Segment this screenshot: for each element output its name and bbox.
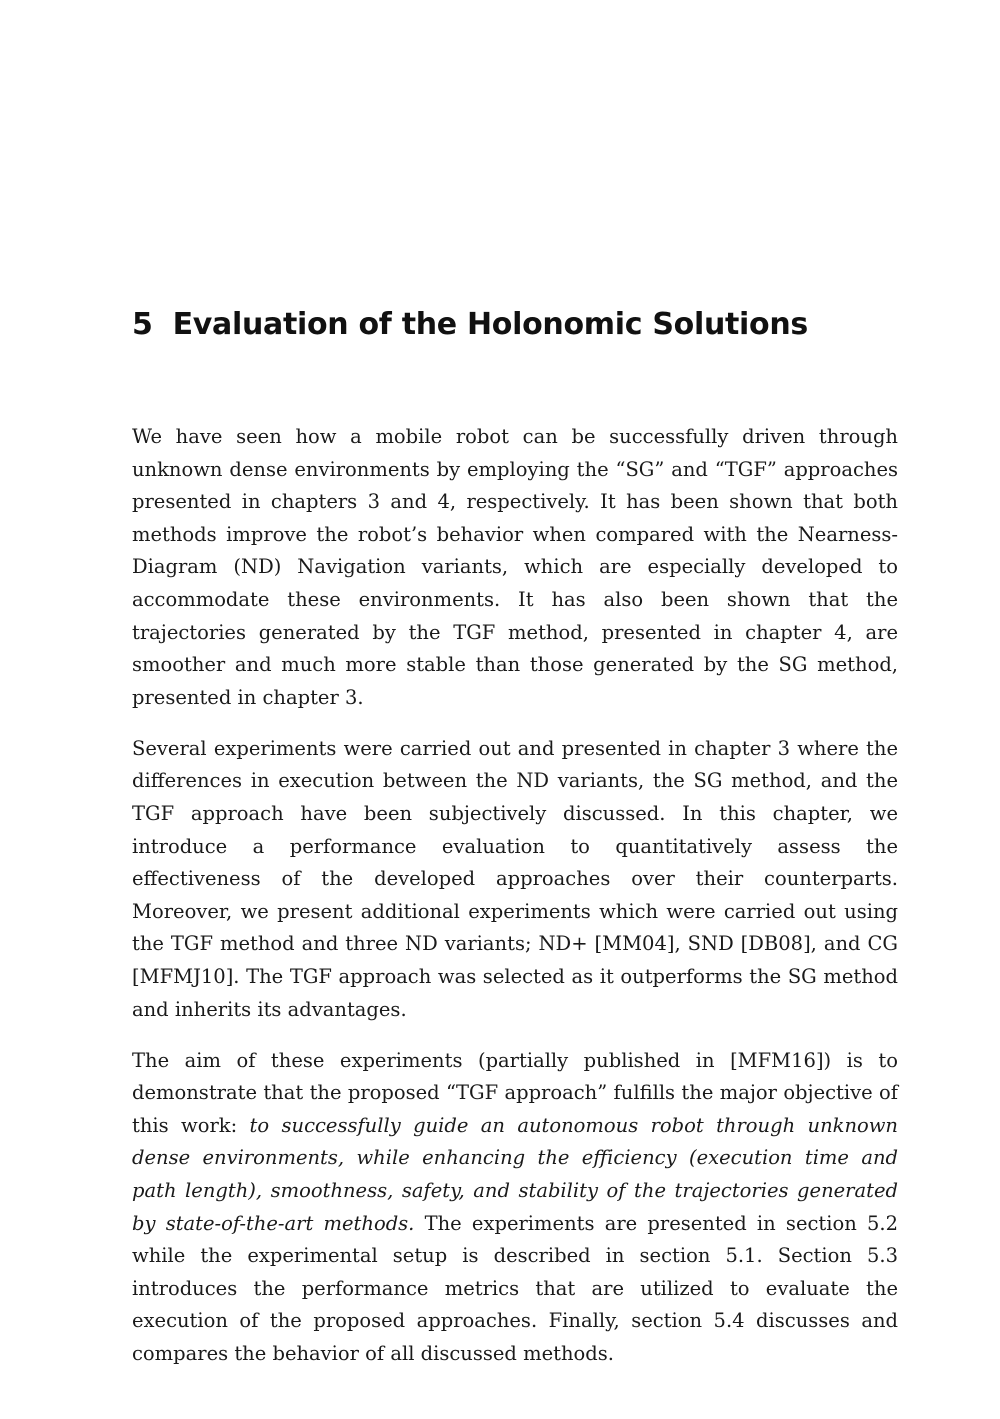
chapter-number: 5: [132, 307, 153, 342]
paragraph-intro: We have seen how a mobile robot can be successfully driven through unknown dense environments by employing the “SG” and “TGF” approaches presented in chapters 3 and 4, respectively. It has been shown that both methods improve the robot’s behavior when compared with the Nearness-Diagram (ND) Navigation variants, which are especially developed to accommodate these environments. It has also been shown that the trajectories generated by the TGF method, presented in chapter 4, are smoother and much more stable than those generated by the SG method, presented in chapter 3.: [132, 425, 898, 709]
objective-emphasis: to successfully guide an autonomous robot through unknown dense environments, while enhancing the efficiency (execution time and path length), smoothness, safety, and stability of the trajectories generated by state-of-the-art methods.: [132, 1113, 898, 1235]
paragraph-objective-lead: The aim of these experiments (partially published in [MFM16]) is to demonstrate that the proposed “TGF approach” fulfills the major objective of this work:: [132, 1048, 898, 1137]
paragraph-objective-tail: The experiments are presented in section 5.2 while the experimental setup is described in section 5.1. Section 5.3 introduces the performance metrics that are utilized to evaluate the execution of the proposed approaches. Finally, section 5.4 discusses and compares the behavior of all discussed methods.: [132, 1211, 899, 1366]
paragraph-objective: [132, 1045, 898, 1371]
paragraph-experiments: Several experiments were carried out and presented in chapter 3 where the differences in execution between the ND variants, the SG method, and the TGF approach have been subjectively discussed. In this chapter, we introduce a performance evaluation to quantitatively assess the effectiveness of the developed approaches over their counterparts. Moreover, we present additional experiments which were carried out using the TGF method and three ND variants; ND+ [MM04], SND [DB08], and CG [MFMJ10]. The TGF approach was selected as it outperforms the SG method and inherits its advantages.: [132, 736, 898, 1021]
chapter-title: Evaluation of the Holonomic Solutions: [172, 307, 808, 342]
chapter-heading: [132, 303, 898, 347]
chapter-body: [132, 421, 898, 1371]
